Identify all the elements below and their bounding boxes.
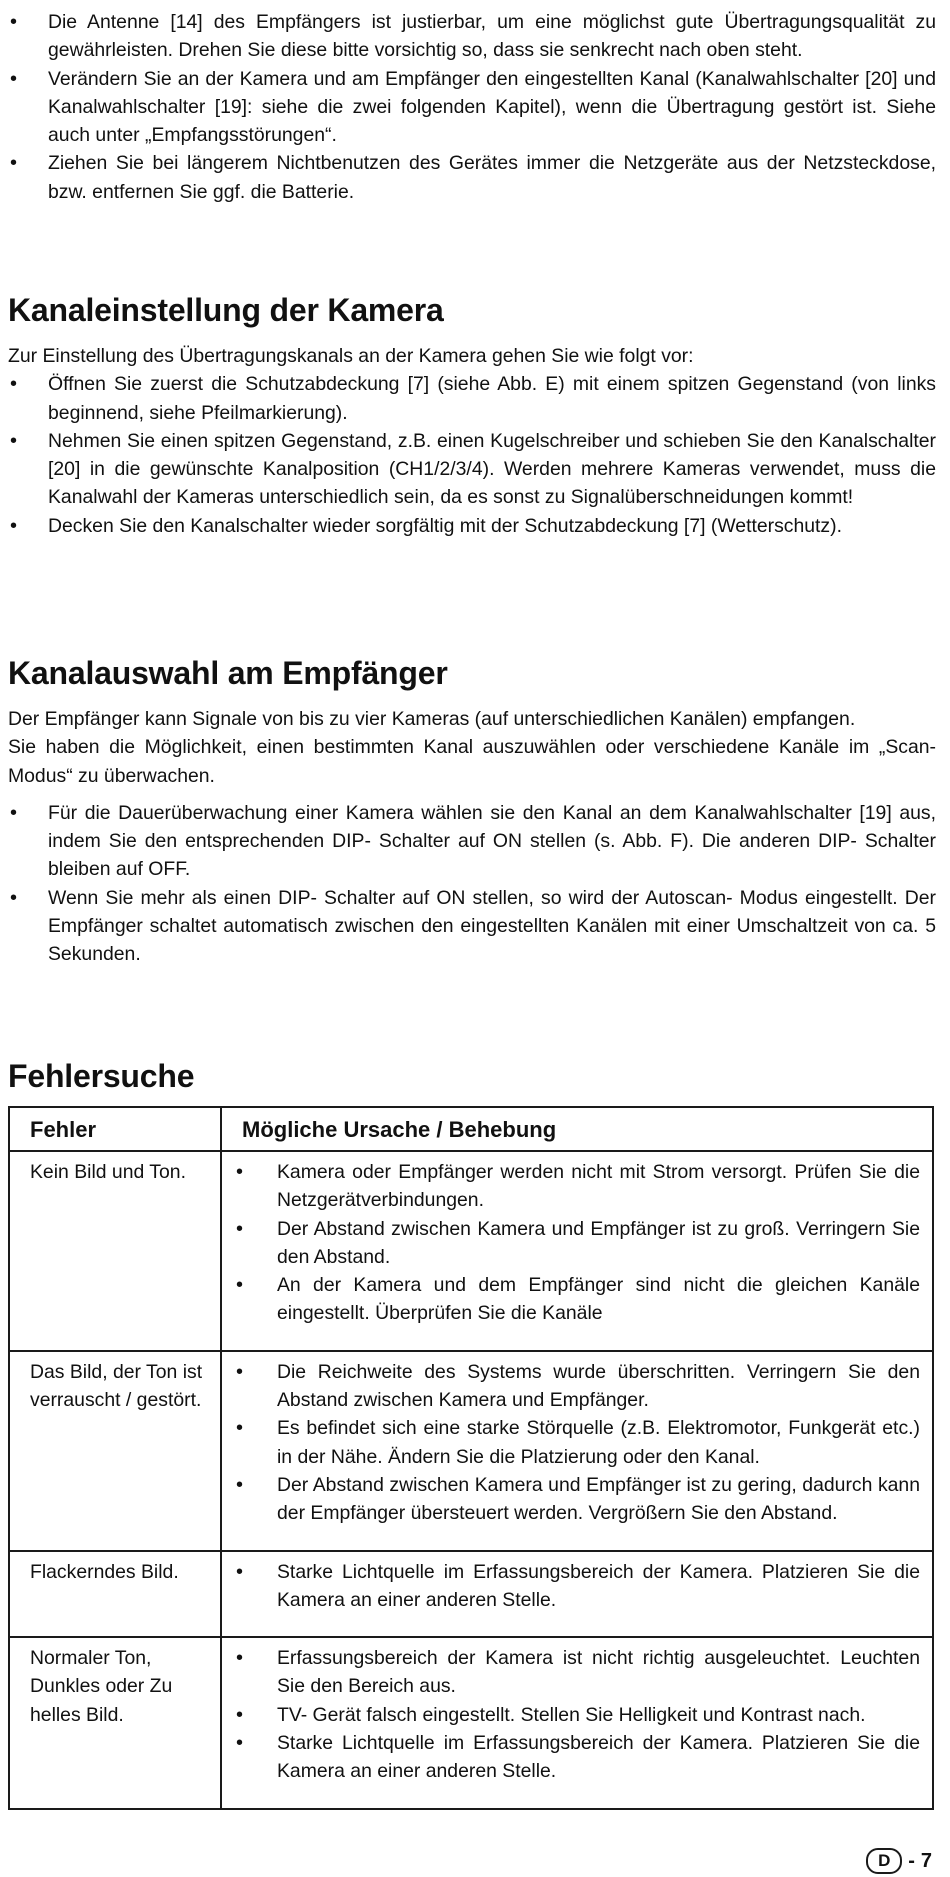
- list-item-text: Die Antenne [14] des Empfängers ist justierbar, um eine möglichst gute Übertragungsqualität zu gewährleisten. Drehen Sie diese bitte vorsichtig so, dass sie senkrecht nach oben steht.: [48, 11, 936, 62]
- bullet-icon: •: [10, 801, 18, 824]
- list-item-text: Kamera oder Empfänger werden nicht mit Strom versorgt. Prüfen Sie die Netzgerätverbindungen.: [277, 1161, 920, 1212]
- column-header-fix: Mögliche Ursache / Behebung: [221, 1107, 933, 1151]
- intro-bullet-list: [8, 8, 936, 206]
- list-item: [234, 1158, 920, 1215]
- list-item: [8, 512, 936, 540]
- fix-cell: [221, 1551, 933, 1638]
- list-item: [234, 1644, 920, 1701]
- bullet-icon: •: [236, 1703, 244, 1726]
- fix-list: [234, 1158, 920, 1328]
- bullet-icon: •: [236, 1732, 244, 1755]
- bullet-icon: •: [236, 1473, 244, 1496]
- fix-list: [234, 1358, 920, 1528]
- page-separator: -: [908, 1850, 915, 1872]
- list-item: [234, 1215, 920, 1272]
- fix-cell: [221, 1637, 933, 1808]
- list-item-text: Es befindet sich eine starke Störquelle (z.B. Elektromotor, Funkgerät etc.) in der Nähe. Ändern Sie die Platzierung oder den Kanal.: [277, 1417, 920, 1468]
- list-item: [8, 149, 936, 206]
- list-item-text: TV- Gerät falsch eingestellt. Stellen Sie Helligkeit und Kontrast nach.: [277, 1703, 866, 1726]
- section-kanalauswahl: [8, 705, 936, 969]
- bullet-icon: •: [10, 429, 18, 452]
- page-number: 7: [920, 1850, 932, 1872]
- list-item-text: Die Reichweite des Systems wurde überschritten. Verringern Sie den Abstand zwischen Kamera und Empfänger.: [277, 1360, 920, 1412]
- kanaleinstellung-bullet-list: [8, 370, 936, 540]
- fix-list: [234, 1558, 920, 1615]
- list-item-text: Starke Lichtquelle im Erfassungsbereich der Kamera. Platzieren Sie die Kamera an einer anderen Stelle.: [277, 1732, 920, 1783]
- column-header-fault: Fehler: [9, 1107, 221, 1151]
- list-item: [234, 1414, 920, 1471]
- section-intro-text: Zur Einstellung des Übertragungskanals an der Kamera gehen Sie wie folgt vor:: [8, 345, 694, 367]
- list-item: [8, 427, 936, 512]
- table-row: [9, 1551, 933, 1638]
- bullet-icon: •: [236, 1360, 244, 1383]
- list-item-text: Verändern Sie an der Kamera und am Empfänger den eingestellten Kanal (Kanalwahlschalter [20] und Kanalwahlschalter [19]: siehe die zwei folgenden Kapitel), wenn die Übertragung gestört ist. Siehe auch unter „Empfangsstörungen“.: [48, 67, 936, 147]
- list-item: [8, 884, 936, 969]
- bullet-icon: •: [236, 1161, 244, 1183]
- fault-cell: Normaler Ton, Dunkles oder Zu helles Bild.: [9, 1637, 221, 1808]
- language-badge: D: [866, 1848, 902, 1874]
- table-header-row: [9, 1107, 933, 1151]
- bullet-icon: •: [236, 1647, 244, 1670]
- list-item: [8, 370, 936, 427]
- list-item: [234, 1471, 920, 1528]
- section-heading-kanaleinstellung: Kanaleinstellung der Kamera: [8, 292, 444, 328]
- list-item-text: Erfassungsbereich der Kamera ist nicht richtig ausgeleuchtet. Leuchten Sie den Bereich aus.: [277, 1647, 920, 1698]
- fault-cell: Kein Bild und Ton.: [9, 1151, 221, 1351]
- page-footer: [866, 1848, 932, 1874]
- bullet-icon: •: [236, 1417, 244, 1440]
- bullet-icon: •: [236, 1560, 244, 1583]
- section-heading-fehlersuche: Fehlersuche: [8, 1058, 195, 1094]
- fault-cell: Flackerndes Bild.: [9, 1551, 221, 1638]
- list-item-text: Starke Lichtquelle im Erfassungsbereich der Kamera. Platzieren Sie die Kamera an einer anderen Stelle.: [277, 1560, 920, 1611]
- bullet-icon: •: [10, 514, 18, 537]
- fix-cell: [221, 1351, 933, 1551]
- list-item: [8, 65, 936, 150]
- troubleshooting-table: [8, 1106, 934, 1810]
- bullet-icon: •: [10, 886, 18, 909]
- bullet-icon: •: [10, 67, 18, 90]
- table-row: [9, 1351, 933, 1551]
- bullet-icon: •: [10, 373, 18, 396]
- bullet-icon: •: [10, 11, 18, 33]
- list-item-text: Öffnen Sie zuerst die Schutzabdeckung [7] (siehe Abb. E) mit einem spitzen Gegenstand (von links beginnend, siehe Pfeilmarkierung).: [48, 373, 936, 424]
- list-item-text: Der Abstand zwischen Kamera und Empfänger ist zu gering, dadurch kann der Empfänger übersteuert werden. Vergrößern Sie den Abstand.: [277, 1473, 920, 1525]
- list-item-text: Wenn Sie mehr als einen DIP- Schalter auf ON stellen, so wird der Autoscan- Modus eingestellt. Der Empfänger schaltet automatisch zwischen den eingestellten Kanälen mit einer Umschaltzeit von ca. 5 Sekunden.: [48, 886, 936, 966]
- list-item-text: Nehmen Sie einen spitzen Gegenstand, z.B. einen Kugelschreiber und schieben Sie den Kanalschalter [20] in die gewünschte Kanalposition (CH1/2/3/4). Werden mehrere Kameras verwendet, muss die Kanalwahl der Kameras unterschiedlich sein, da es sonst zu Signalüberschneidungen kommt!: [48, 429, 936, 509]
- fix-list: [234, 1644, 920, 1785]
- section-heading-kanalauswahl: Kanalauswahl am Empfänger: [8, 655, 448, 691]
- kanalauswahl-bullet-list: [8, 799, 936, 969]
- fix-cell: [221, 1151, 933, 1351]
- bullet-icon: •: [236, 1274, 244, 1297]
- list-item-text: Ziehen Sie bei längerem Nichtbenutzen des Gerätes immer die Netzgeräte aus der Netzsteckdose, bzw. entfernen Sie ggf. die Batterie.: [48, 152, 936, 203]
- section-paragraph: Der Empfänger kann Signale von bis zu vier Kameras (auf unterschiedlichen Kanälen) empfangen.: [8, 708, 856, 730]
- table-row: [9, 1151, 933, 1351]
- list-item: [8, 8, 936, 65]
- list-item-text: Der Abstand zwischen Kamera und Empfänger ist zu groß. Verringern Sie den Abstand.: [277, 1217, 920, 1268]
- bullet-icon: •: [236, 1217, 244, 1240]
- list-item-text: An der Kamera und dem Empfänger sind nicht die gleichen Kanäle eingestellt. Überprüfen Sie die Kanäle: [277, 1274, 920, 1325]
- list-item: [8, 799, 936, 884]
- list-item: [234, 1558, 920, 1615]
- list-item: [234, 1271, 920, 1328]
- table-row: [9, 1637, 933, 1808]
- list-item: [234, 1358, 920, 1415]
- list-item-text: Decken Sie den Kanalschalter wieder sorgfältig mit der Schutzabdeckung [7] (Wetterschutz).: [48, 514, 842, 537]
- list-item-text: Für die Dauerüberwachung einer Kamera wählen sie den Kanal an dem Kanalwahlschalter [19] aus, indem Sie den entsprechenden DIP- Schalter auf ON stellen (s. Abb. F). Die anderen DIP- Schalter bleiben auf OFF.: [48, 801, 936, 881]
- list-item: [234, 1701, 920, 1729]
- bullet-icon: •: [10, 152, 18, 175]
- list-item: [234, 1729, 920, 1786]
- section-paragraph: Sie haben die Möglichkeit, einen bestimmten Kanal auszuwählen oder verschiedene Kanäle im „Scan- Modus“ zu überwachen.: [8, 736, 936, 787]
- section-kanaleinstellung: [8, 342, 936, 540]
- fault-cell: Das Bild, der Ton ist verrauscht / gestört.: [9, 1351, 221, 1551]
